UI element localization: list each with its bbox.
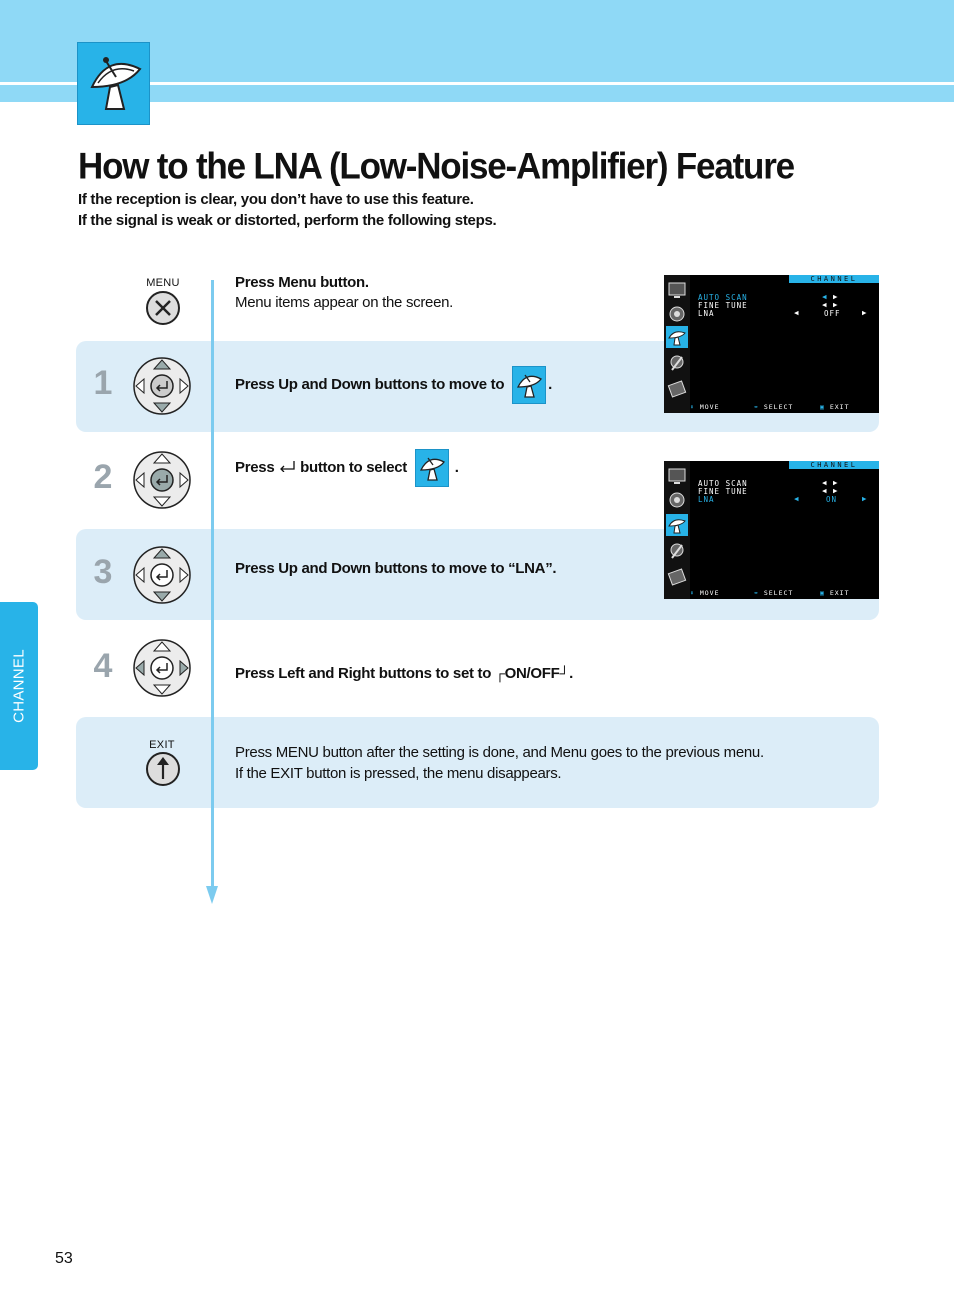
speaker-icon <box>666 489 688 511</box>
step-number-4: 4 <box>93 647 113 685</box>
direction-pad-icon <box>132 638 192 703</box>
subtitle-line-2: If the signal is weak or distorted, perform the following steps. <box>78 212 497 229</box>
osd-footer-exit: ▣ EXIT <box>820 589 850 597</box>
satellite-dish-icon <box>512 366 546 404</box>
osd-right-arrow: ▶ <box>862 494 868 503</box>
step-2-text <box>235 448 459 488</box>
exit-step-line-2: If the EXIT button is pressed, the menu disappears. <box>235 765 562 782</box>
page-title: How to the LNA (Low-Noise-Amplifier) Feature <box>78 146 794 187</box>
osd-right-arrow: ▶ <box>862 308 868 317</box>
satellite-dish-icon <box>77 42 150 125</box>
osd-footer-exit: ▣ EXIT <box>820 403 850 411</box>
step-4-main: Press Left and Right buttons to set to <box>235 665 492 682</box>
step-4-end: . <box>569 665 573 682</box>
osd-screen-1 <box>664 275 879 413</box>
exit-button-icon <box>145 751 181 792</box>
feature-icon <box>666 378 688 400</box>
menu-step-line-1: Press Menu button. <box>235 274 369 291</box>
satellite-dish-icon <box>666 326 688 348</box>
osd-footer-select: ⬌ SELECT <box>754 589 794 597</box>
setup-icon <box>666 540 688 562</box>
osd-heading: CHANNEL <box>789 461 879 469</box>
osd-item-fine-tune: FINE TUNE <box>698 487 748 496</box>
bracket-open-icon: ┌ <box>494 665 505 681</box>
step-2-end: . <box>454 459 459 476</box>
enter-icon <box>278 448 296 488</box>
step-number-1: 1 <box>93 364 113 402</box>
page-number: 53 <box>55 1250 73 1267</box>
step-4-value: ON/OFF <box>504 665 560 682</box>
osd-left-arrow: ◀ <box>794 494 800 503</box>
osd-arrows-1: ◀ ▶ <box>822 478 839 487</box>
osd-lna-value: ON <box>826 495 838 504</box>
menu-button-label: MENU <box>146 277 180 289</box>
step-1-text-main: Press Up and Down buttons to move to <box>235 376 505 393</box>
speaker-icon <box>666 303 688 325</box>
osd-arrows-1: ◀ ▶ <box>822 292 839 301</box>
step-number-3: 3 <box>93 553 113 591</box>
osd-arrows-2: ◀ ▶ <box>822 300 839 309</box>
menu-button-icon <box>145 290 181 331</box>
step-3-text: Press Up and Down buttons to move to “LNA”. <box>235 560 557 577</box>
osd-heading: CHANNEL <box>789 275 879 283</box>
subtitle-line-1: If the reception is clear, you don’t have to use this feature. <box>78 191 474 208</box>
osd-item-auto-scan: AUTO SCAN <box>698 479 748 488</box>
feature-icon <box>666 566 688 588</box>
step-1-text <box>235 366 552 404</box>
osd-item-lna: LNA <box>698 495 715 504</box>
step-number-2: 2 <box>93 458 113 496</box>
flow-line <box>211 280 214 888</box>
osd-item-lna: LNA <box>698 309 715 318</box>
side-tab-label[interactable]: CHANNEL <box>10 649 28 723</box>
flow-arrow-icon <box>206 886 218 904</box>
step-2-press: Press <box>235 459 275 476</box>
osd-footer-move: ⬍ MOVE <box>690 589 720 597</box>
bracket-close-icon: ┘ <box>559 665 570 681</box>
step-1-text-end: . <box>548 376 552 393</box>
osd-arrows-2: ◀ ▶ <box>822 486 839 495</box>
step-2-mid: button to select <box>300 459 407 476</box>
satellite-dish-icon <box>415 449 449 487</box>
osd-item-auto-scan: AUTO SCAN <box>698 293 748 302</box>
osd-footer-move: ⬍ MOVE <box>690 403 720 411</box>
osd-footer-select: ⬌ SELECT <box>754 403 794 411</box>
osd-lna-value: OFF <box>824 309 841 318</box>
exit-step-line-1: Press MENU button after the setting is done, and Menu goes to the previous menu. <box>235 744 764 761</box>
osd-item-fine-tune: FINE TUNE <box>698 301 748 310</box>
tv-icon <box>666 465 688 487</box>
direction-pad-icon <box>132 545 192 610</box>
exit-button-label: EXIT <box>149 739 175 751</box>
osd-left-arrow: ◀ <box>794 308 800 317</box>
menu-step-line-2: Menu items appear on the screen. <box>235 294 454 311</box>
satellite-dish-icon <box>666 514 688 536</box>
direction-pad-icon <box>132 450 192 515</box>
tv-icon <box>666 279 688 301</box>
step-4-text <box>235 663 573 684</box>
direction-pad-icon <box>132 356 192 421</box>
osd-screen-2 <box>664 461 879 599</box>
setup-icon <box>666 352 688 374</box>
